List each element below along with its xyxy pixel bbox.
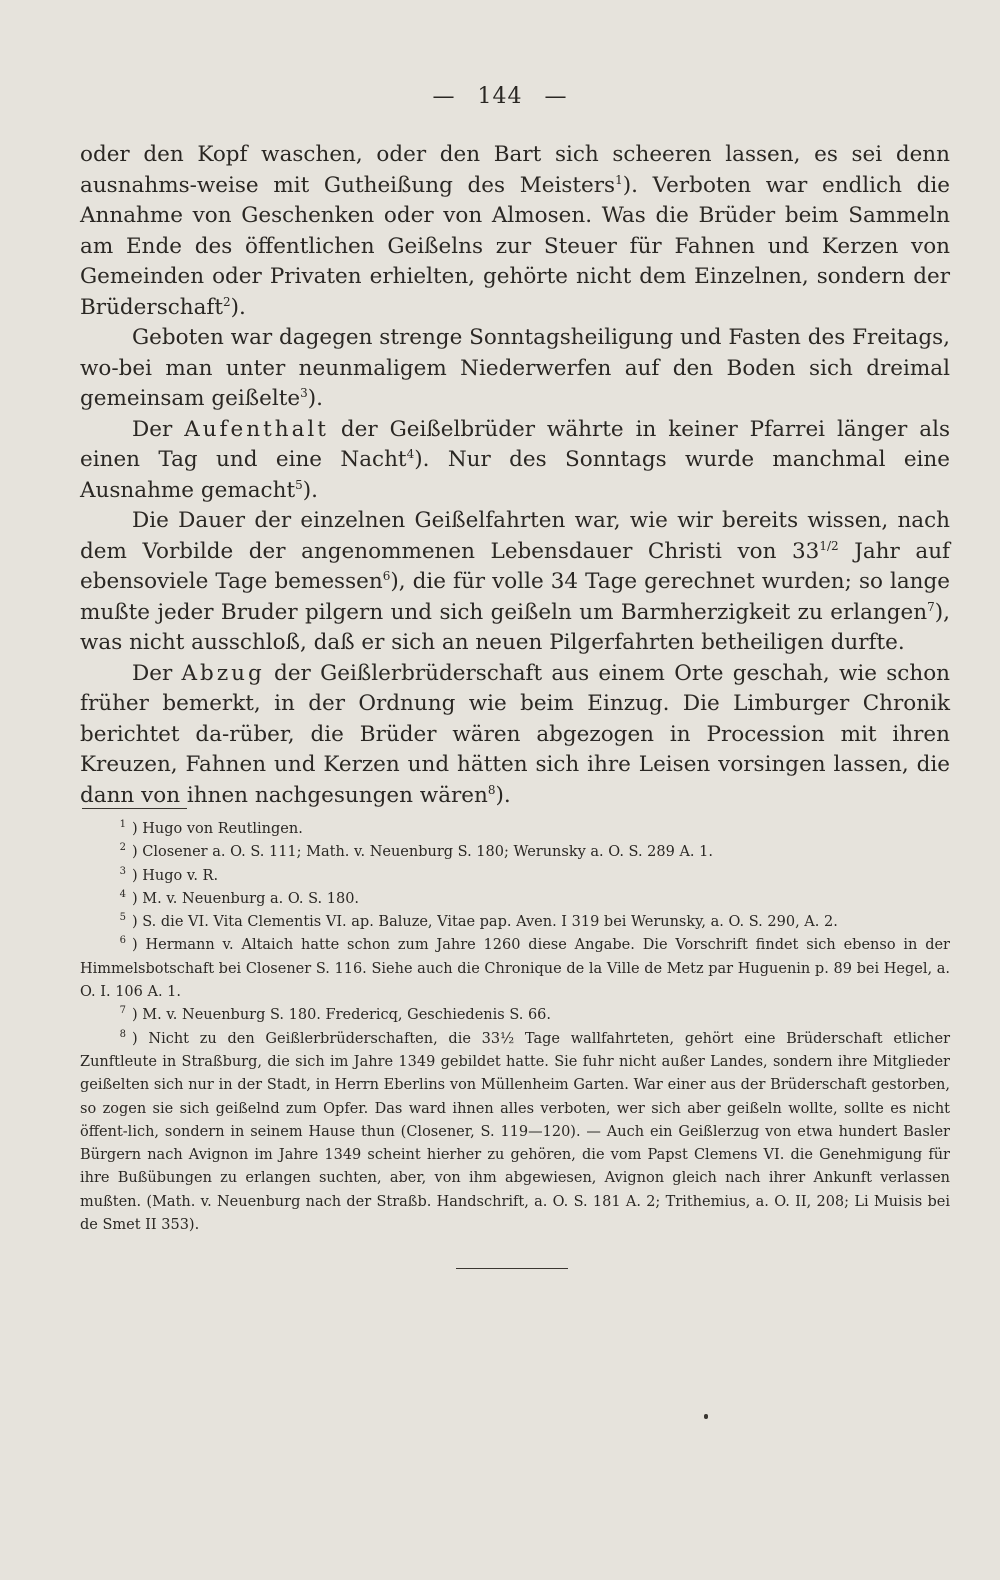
paper-speck: [704, 1414, 708, 1419]
paragraph-5-emphasis: Abzug: [181, 660, 265, 686]
footnote-ref-7: 7: [927, 599, 935, 614]
page-number-value: 144: [477, 84, 523, 109]
footnote-6-number: 6: [119, 935, 126, 947]
footnote-5-number: 5: [119, 912, 126, 924]
footnote-3: [80, 865, 950, 888]
main-text: [80, 140, 950, 811]
end-of-page-rule: [456, 1268, 568, 1269]
footnote-3-mark: [80, 865, 132, 888]
footnote-ref-5: 5: [295, 477, 303, 492]
footnote-7-number: 7: [119, 1005, 126, 1017]
paragraph-3: [80, 415, 950, 507]
footnote-separator: [82, 808, 187, 809]
paragraph-5: [80, 659, 950, 812]
page-number-dash-left: —: [432, 84, 456, 109]
footnote-6-text: ) Hermann v. Altaich hatte schon zum Jahre 1260 diese Angabe. Die Vorschrift findet sich ebenso in der Himmelsbotschaft bei Closener S. 116. Siehe auch die Chronique de la Ville de Metz par Huguenin p. 89 bei Hegel, a. O. I. 106 A. 1.: [80, 937, 950, 1001]
footnote-ref-1: 1: [615, 172, 623, 187]
paragraph-3-text-b: der Geißelbrüder währte in keiner Pfarrei länger als einen Tag und eine Nacht: [80, 416, 950, 472]
footnote-7-text: ) M. v. Neuenburg S. 180. Fredericq, Geschiedenis S. 66.: [132, 1007, 552, 1024]
paragraph-5-text-c: ).: [495, 782, 511, 808]
paragraph-5-text-b: der Geißlerbrüderschaft aus einem Orte geschah, wie schon früher bemerkt, in der Ordnung wie beim Einzug. Die Limburger Chronik berichtet da-rüber, die Brüder wären abgezogen in Procession mit ihren Kreuzen, Fahnen und Kerzen und hätten sich ihre Leisen vorsingen lassen, die dann von ihnen nachgesungen wären: [80, 660, 950, 808]
paragraph-2-text-a: Geboten war dagegen strenge Sonntagsheiligung und Fasten des Freitags, wo-bei man unter neunmaligem Niederwerfen auf den Boden sich dreimal gemeinsam geißelte: [80, 325, 950, 411]
footnotes: [80, 818, 950, 1237]
footnote-3-text: ) Hugo v. R.: [132, 867, 219, 884]
footnote-6: [80, 934, 950, 1004]
paragraph-1-text-a: oder den Kopf waschen, oder den Bart sich scheeren lassen, es sei denn ausnahms-weise mit Gutheißung des Meisters: [80, 142, 950, 198]
paragraph-2-text-b: ).: [307, 386, 323, 411]
footnote-ref-6: 6: [382, 569, 391, 583]
paragraph-3-text-a: Der: [132, 416, 185, 442]
footnote-5-mark: [80, 911, 132, 934]
footnote-1-mark: [80, 818, 132, 841]
footnote-ref-3: 3: [300, 386, 308, 400]
footnote-ref-8: 8: [487, 782, 496, 797]
footnote-4-mark: [80, 888, 132, 911]
paragraph-3-text-c: ). Nur des Sonntags wurde manchmal eine Ausnahme gemacht: [80, 447, 950, 503]
paragraph-4: [80, 506, 950, 659]
page-number: [0, 84, 1000, 109]
paragraph-4-text-b: Jahr auf ebensoviele Tage bemessen: [80, 538, 950, 594]
footnote-7: [80, 1004, 950, 1027]
paragraph-1-text-b: ). Verboten war endlich die Annahme von Geschenken oder von Almosen. Was die Brüder beim Sammeln am Ende des öffentlichen Geißelns zur Steuer für Fahnen und Kerzen von Gemeinden oder Privaten erhielten, gehörte nicht dem Einzelnen, sondern der Brüderschaft: [80, 172, 950, 320]
footnote-1-text: ) Hugo von Reutlingen.: [132, 821, 303, 837]
paragraph-2: [80, 323, 950, 415]
footnote-8: [80, 1028, 950, 1238]
footnote-3-number: 3: [119, 865, 126, 877]
footnote-8-text: ) Nicht zu den Geißlerbrüderschaften, die 33½ Tage wallfahrteten, gehört eine Brüderschaft etlicher Zunftleute in Straßburg, die sich im Jahre 1349 gebildet hatte. Sie fuhr nicht außer Landes, sondern ihre Mitglieder geißelten sich nur in der Stadt, in Herrn Eberlins von Müllenheim Garten. War einer aus der Brüderschaft gestorben, so zogen sie sich geißelnd zum Opfer. Das ward ihnen alles verboten, wer sich aber geißeln wollte, sollte es nicht öffent-lich, sondern in seinem Hause thun (Closener, S. 119—120). — Auch ein Geißlerzug von etwa hundert Basler Bürgern nach Avignon im Jahre 1349 scheint hierher zu gehören, die vom Papst Clemens VI. die Genehmigung für ihre Bußübungen zu erlangen suchten, aber, von ihm abgewiesen, Avignon gleich nach ihrer Ankunft verlassen mußten. (Math. v. Neuenburg nach der Straßb. Handschrift, a. O. S. 181 A. 2; Trithemius, a. O. II, 208; Li Muisis bei de Smet II 353).: [80, 1030, 950, 1234]
footnote-1: [80, 818, 950, 841]
footnote-ref-2: 2: [223, 294, 231, 309]
footnote-4-number: 4: [119, 888, 126, 900]
paragraph-4-text-d: ), was nicht ausschloß, daß er sich an neuen Pilgerfahrten betheiligen durfte.: [80, 599, 950, 655]
footnote-7-mark: [80, 1004, 132, 1027]
footnote-8-number: 8: [119, 1028, 126, 1040]
footnote-4-text: ) M. v. Neuenburg a. O. S. 180.: [132, 890, 360, 907]
footnote-8-mark: [80, 1028, 132, 1051]
footnote-1-number: 1: [119, 819, 126, 830]
page-number-dash-right: —: [544, 84, 568, 109]
paragraph-1-text-c: ).: [230, 294, 246, 320]
paragraph-3-emphasis: Aufenthalt: [184, 416, 329, 442]
footnote-ref-4: 4: [406, 447, 415, 461]
footnote-2-number: 2: [119, 842, 126, 854]
footnote-4: [80, 888, 950, 911]
footnote-6-mark: [80, 934, 132, 957]
footnote-2-mark: [80, 841, 132, 864]
footnote-5-text: ) S. die VI. Vita Clementis VI. ap. Baluze, Vitae pap. Aven. I 319 bei Werunsky, a. O. S. 290, A. 2.: [132, 914, 838, 931]
footnote-5: [80, 911, 950, 934]
footnote-2: [80, 841, 950, 864]
paragraph-4-text-c: ), die für volle 34 Tage gerechnet wurden; so lange mußte jeder Bruder pilgern und sich geißeln um Barmherzigkeit zu erlangen: [80, 569, 950, 625]
paragraph-4-text-a: Die Dauer der einzelnen Geißelfahrten war, wie wir bereits wissen, nach dem Vorbilde der angenommenen Lebensdauer Christi von 33: [80, 508, 950, 564]
footnote-2-text: ) Closener a. O. S. 111; Math. v. Neuenburg S. 180; Werunsky a. O. S. 289 A. 1.: [132, 844, 713, 861]
paragraph-3-text-d: ).: [302, 477, 318, 503]
fraction: 1/2: [819, 538, 839, 553]
paragraph-1: [80, 140, 950, 323]
paragraph-5-text-a: Der: [132, 660, 182, 686]
